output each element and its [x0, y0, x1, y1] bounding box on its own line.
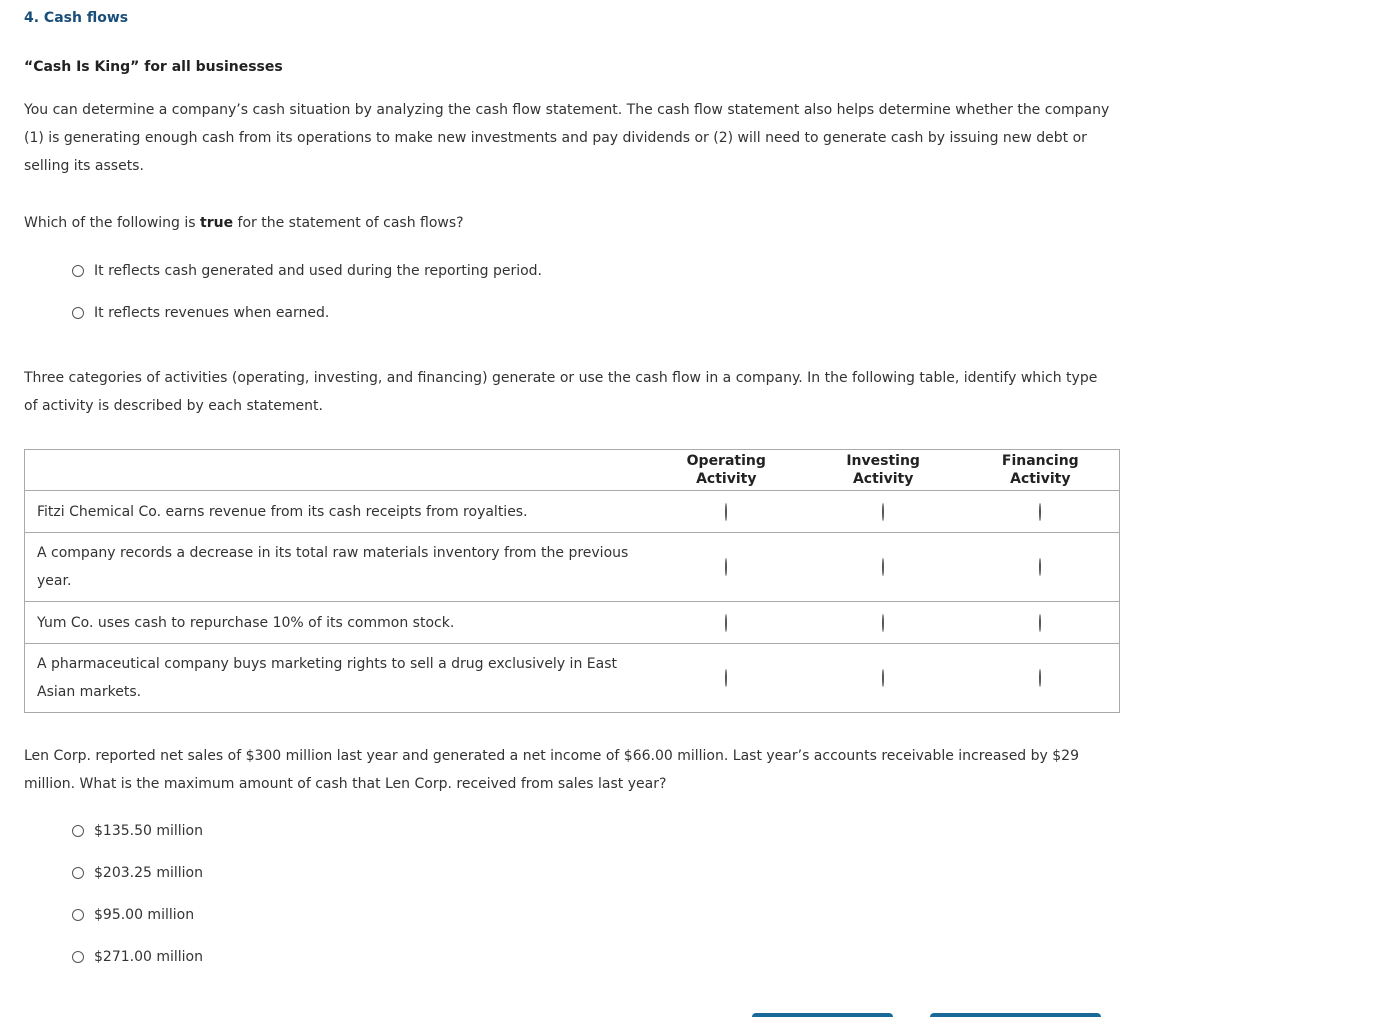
option-label: It reflects cash generated and used during the reporting period.	[94, 263, 542, 279]
table-row	[25, 644, 1120, 713]
statement-cell: Fitzi Chemical Co. earns revenue from its cash receipts from royalties.	[25, 491, 648, 533]
operating-choice[interactable]	[648, 491, 805, 533]
header-statement	[25, 450, 648, 491]
radio-button[interactable]	[725, 558, 727, 576]
financing-choice[interactable]	[962, 491, 1120, 533]
radio-button[interactable]	[725, 503, 727, 521]
statement-cell: Yum Co. uses cash to repurchase 10% of its common stock.	[25, 602, 648, 644]
radio-button[interactable]	[72, 909, 84, 921]
question3-text: Len Corp. reported net sales of $300 million last year and generated a net income of $66.00 million. Last year’s accounts receivable increased by $29 million. What is the maximum amount of cash that Len Corp. received from sales last year?	[24, 748, 1079, 792]
investing-choice[interactable]	[805, 602, 962, 644]
action-button-right[interactable]	[930, 1013, 1101, 1017]
table-row	[25, 491, 1120, 533]
question3-option-4[interactable]	[72, 949, 203, 965]
activity-table	[24, 449, 1120, 713]
intro-paragraph: You can determine a company’s cash situation by analyzing the cash flow statement. The cash flow statement also helps determine whether the company (1) is generating enough cash from its operations to make new investments and pay dividends or (2) will need to generate cash by issuing new debt or selling its assets.	[24, 102, 1110, 174]
question2-text: Three categories of activities (operating, investing, and financing) generate or use the cash flow in a company. In the following table, identify which type of activity is described by each statement.	[24, 370, 1098, 414]
investing-choice[interactable]	[805, 491, 962, 533]
operating-choice[interactable]	[648, 602, 805, 644]
question1-option-1[interactable]	[72, 263, 542, 279]
option-label: $203.25 million	[94, 865, 203, 881]
header-operating-line2: Activity	[696, 471, 757, 487]
radio-button[interactable]	[1039, 558, 1041, 576]
question1-emphasis: true	[200, 215, 234, 231]
operating-choice[interactable]	[648, 644, 805, 713]
question1-suffix: for the statement of cash flows?	[233, 215, 464, 231]
financing-choice[interactable]	[962, 533, 1120, 602]
header-financing	[962, 450, 1120, 491]
radio-button[interactable]	[882, 503, 884, 521]
question1-option-2[interactable]	[72, 305, 329, 321]
radio-button[interactable]	[725, 669, 727, 687]
option-label: $135.50 million	[94, 823, 203, 839]
subheading: “Cash Is King” for all businesses	[24, 59, 283, 75]
question1-text	[24, 209, 464, 237]
table-header-row	[25, 450, 1120, 491]
radio-button[interactable]	[882, 669, 884, 687]
radio-button[interactable]	[72, 265, 84, 277]
radio-button[interactable]	[1039, 669, 1041, 687]
question3-option-3[interactable]	[72, 907, 194, 923]
operating-choice[interactable]	[648, 533, 805, 602]
investing-choice[interactable]	[805, 533, 962, 602]
header-investing-line2: Activity	[852, 471, 914, 487]
header-financing-line2: Activity	[1010, 471, 1071, 487]
statement-cell: A company records a decrease in its total raw materials inventory from the previous year.	[25, 533, 648, 602]
question3-option-2[interactable]	[72, 865, 203, 881]
header-financing-line1: Financing	[1001, 453, 1079, 469]
financing-choice[interactable]	[962, 602, 1120, 644]
option-label: It reflects revenues when earned.	[94, 305, 330, 321]
radio-button[interactable]	[72, 867, 84, 879]
radio-button[interactable]	[1039, 503, 1041, 521]
question3-option-1[interactable]	[72, 823, 203, 839]
radio-button[interactable]	[882, 558, 884, 576]
radio-button[interactable]	[72, 307, 84, 319]
statement-cell: A pharmaceutical company buys marketing rights to sell a drug exclusively in East Asian markets.	[25, 644, 648, 713]
option-label: $95.00 million	[94, 907, 195, 923]
header-operating-line1: Operating	[686, 453, 766, 469]
question1-prefix: Which of the following is	[24, 215, 201, 231]
header-investing-line1: Investing	[846, 453, 920, 469]
table-row	[25, 602, 1120, 644]
radio-button[interactable]	[72, 825, 84, 837]
investing-choice[interactable]	[805, 644, 962, 713]
section-title: 4. Cash flows	[24, 10, 129, 26]
financing-choice[interactable]	[962, 644, 1120, 713]
radio-button[interactable]	[72, 951, 84, 963]
header-operating	[648, 450, 805, 491]
radio-button[interactable]	[1039, 614, 1041, 632]
header-investing	[805, 450, 962, 491]
action-button-left[interactable]	[752, 1013, 893, 1017]
radio-button[interactable]	[725, 614, 727, 632]
table-row	[25, 533, 1120, 602]
radio-button[interactable]	[882, 614, 884, 632]
option-label: $271.00 million	[94, 949, 203, 965]
